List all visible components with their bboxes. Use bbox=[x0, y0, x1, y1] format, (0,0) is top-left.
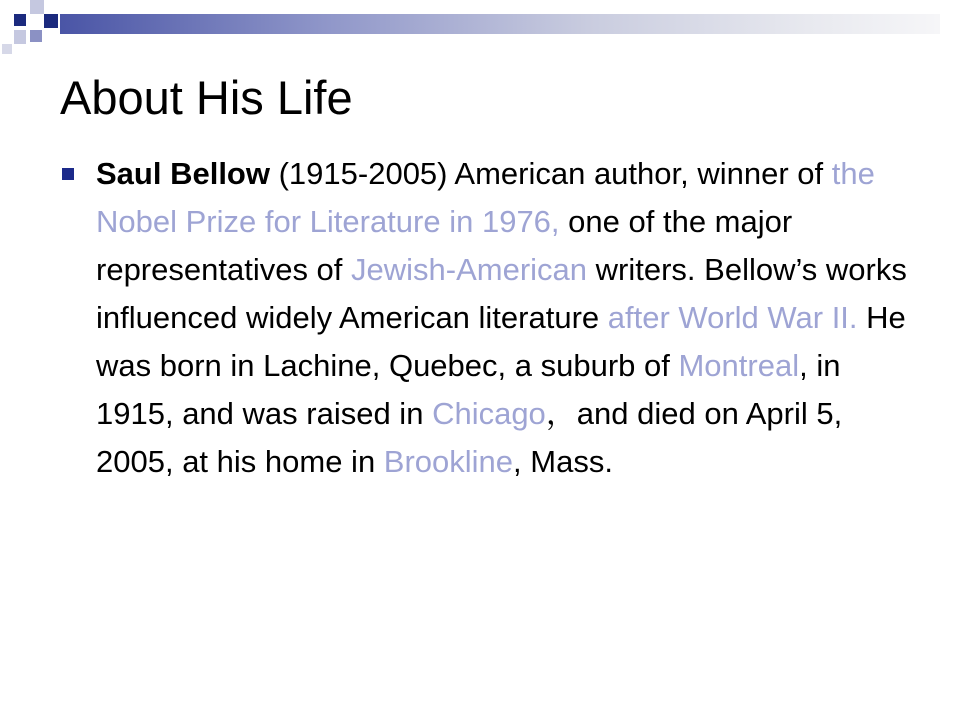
highlight-nobel-prize: the Nobel Prize for Literature in 1976, bbox=[96, 156, 875, 239]
slide-title: About His Life bbox=[60, 71, 353, 124]
header-square-navy bbox=[14, 14, 26, 26]
bullet-list bbox=[60, 150, 910, 486]
highlight-montreal: Montreal bbox=[678, 348, 800, 383]
square-bullet-icon bbox=[62, 168, 74, 180]
bullet-text: one of the major representatives of bbox=[96, 204, 793, 287]
bullet-item bbox=[60, 150, 910, 486]
highlight-after-ww2: after World War II. bbox=[607, 300, 858, 335]
header-square-light bbox=[2, 44, 12, 54]
bullet-text: writers. Bellow’s works influenced widely American literature bbox=[96, 252, 907, 335]
header-square-light bbox=[30, 0, 44, 14]
highlight-jewish-american: Jewish-American bbox=[351, 252, 588, 287]
bullet-text: , in 1915, and was raised in bbox=[96, 348, 841, 431]
header-square-medium bbox=[30, 30, 42, 42]
highlight-chicago: Chicago bbox=[432, 396, 546, 431]
bullet-text: , Mass. bbox=[513, 444, 613, 479]
header-gradient-bar bbox=[60, 14, 940, 34]
bullet-text: (1915-2005) American author, winner of bbox=[269, 156, 832, 191]
bullet-text: ，and died on April 5, 2005, at his home in bbox=[96, 396, 843, 479]
header-square-light bbox=[14, 30, 26, 44]
highlight-brookline: Brookline bbox=[383, 444, 514, 479]
header-square-navy bbox=[44, 14, 58, 28]
bullet-text: He was born in Lachine, Quebec, a suburb of bbox=[96, 300, 906, 383]
author-name: Saul Bellow bbox=[96, 156, 270, 191]
